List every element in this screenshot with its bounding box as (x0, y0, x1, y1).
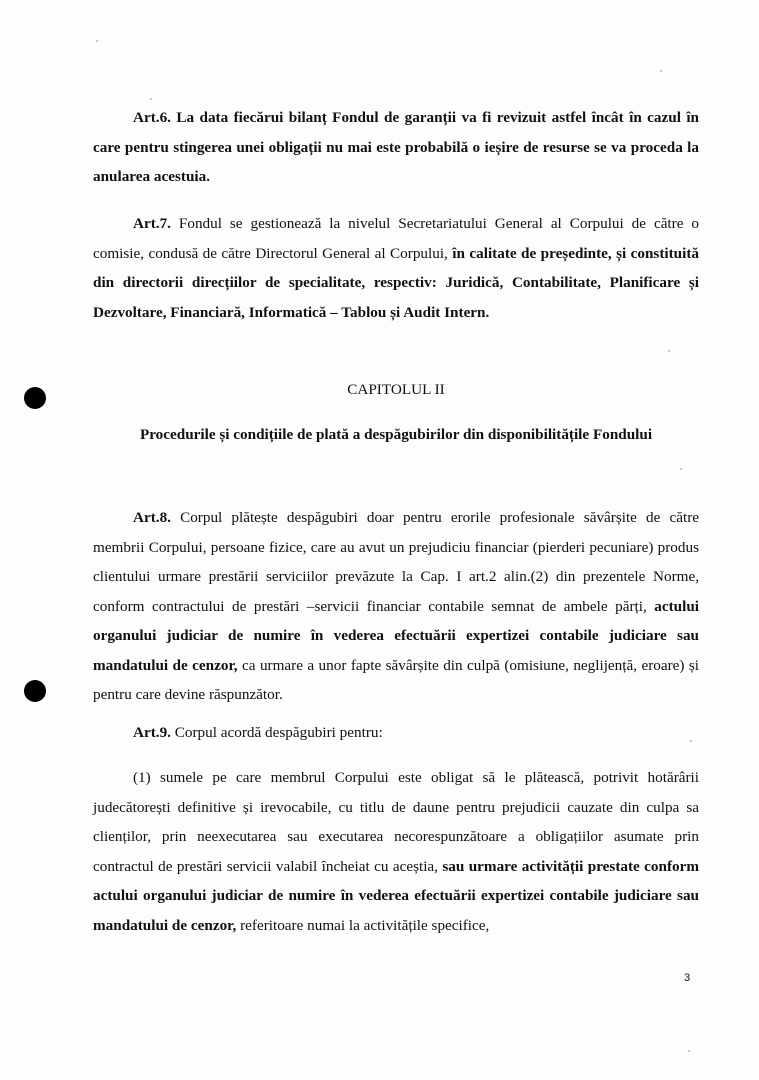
scan-speck (96, 40, 98, 42)
article-9-text: Corpul acordă despăgubiri pentru: (170, 724, 383, 741)
chapter-title: CAPITOLUL II (347, 381, 445, 398)
punch-hole-top (24, 387, 46, 409)
article-8-text: Corpul plătește despăgubiri doar pentru erorile profesionale săvârșite de către membrii Corpului, persoane fizice, care au avut un prejudiciu financiar (pierderi pecuniare) produs clientului urmare prestării serviciilor prevăzute la Cap. I art.2 alin.(2) din prezentele Norme, conform contractului de prestări –servicii financiar contabile semnat de ambele părți, (93, 509, 699, 615)
article-9 (93, 718, 699, 748)
page-number: 3 (684, 972, 691, 984)
scan-speck (668, 350, 670, 352)
punch-hole-bottom (24, 680, 46, 702)
chapter-subtitle: Procedurile și condițiile de plată a despăgubirilor din disponibilitățile Fondului (139, 426, 653, 443)
article-7-label: Art.7. (133, 215, 171, 232)
article-6-text: La data fiecărui bilanț Fondul de garanții va fi revizuit astfel încât în cazul în care pentru stingerea unei obligații nu mai este probabilă o ieșire de resurse se va proceda la anularea acestuia. (93, 109, 699, 185)
article-8-bold-text: actului organului judiciar de numire în vederea efectuării expertizei contabile judiciare sau mandatului de cenzor, (93, 597, 699, 674)
scan-speck (660, 70, 662, 72)
article-8-text-end: ca urmare a unor fapte săvârșite din culpă (omisiune, neglijență, eroare) și pentru care devine răspunzător. (93, 656, 700, 703)
article-9-paragraph-1 (93, 763, 699, 940)
paragraph-1-bold-text: sau urmare activității prestate conform actului organului judiciar de numire în vederea efectuării expertizei contabile judiciare sau mandatului de cenzor, (93, 857, 699, 934)
scan-speck (150, 98, 152, 100)
article-6 (93, 103, 699, 192)
article-8 (93, 503, 699, 710)
article-7-bold-text: în calitate de președinte, și constituită din directorii direcțiilor de specialitate, respectiv: Juridică, Contabilitate, Planificare și Dezvoltare, Financiară, Informatică – Tablou și Audit Intern. (93, 244, 699, 321)
article-7 (93, 209, 699, 327)
scan-speck (680, 468, 682, 470)
article-9-label: Art.9. (133, 724, 171, 741)
article-6-label: Art.6. (133, 109, 171, 126)
paragraph-1-text: (1) sumele pe care membrul Corpului este obligat să le plătească, potrivit hotărârii judecătorești definitive și irevocabile, cu titlu de daune pentru prejudicii cauzate din culpa sa clienților, prin neexecutarea sau executarea necorespunzătoare a obligațiilor asumate prin contractul de prestări servicii valabil încheiat cu aceștia, (93, 769, 699, 875)
paragraph-1-text-end: referitoare numai la activitățile specifice, (236, 916, 490, 934)
article-7-text: Fondul se gestionează la nivelul Secretariatului General al Corpului de către o comisie, condusă de către Directorul General al Corpului, (93, 215, 699, 262)
scan-speck (688, 1050, 690, 1052)
article-8-label: Art.8. (133, 509, 171, 526)
